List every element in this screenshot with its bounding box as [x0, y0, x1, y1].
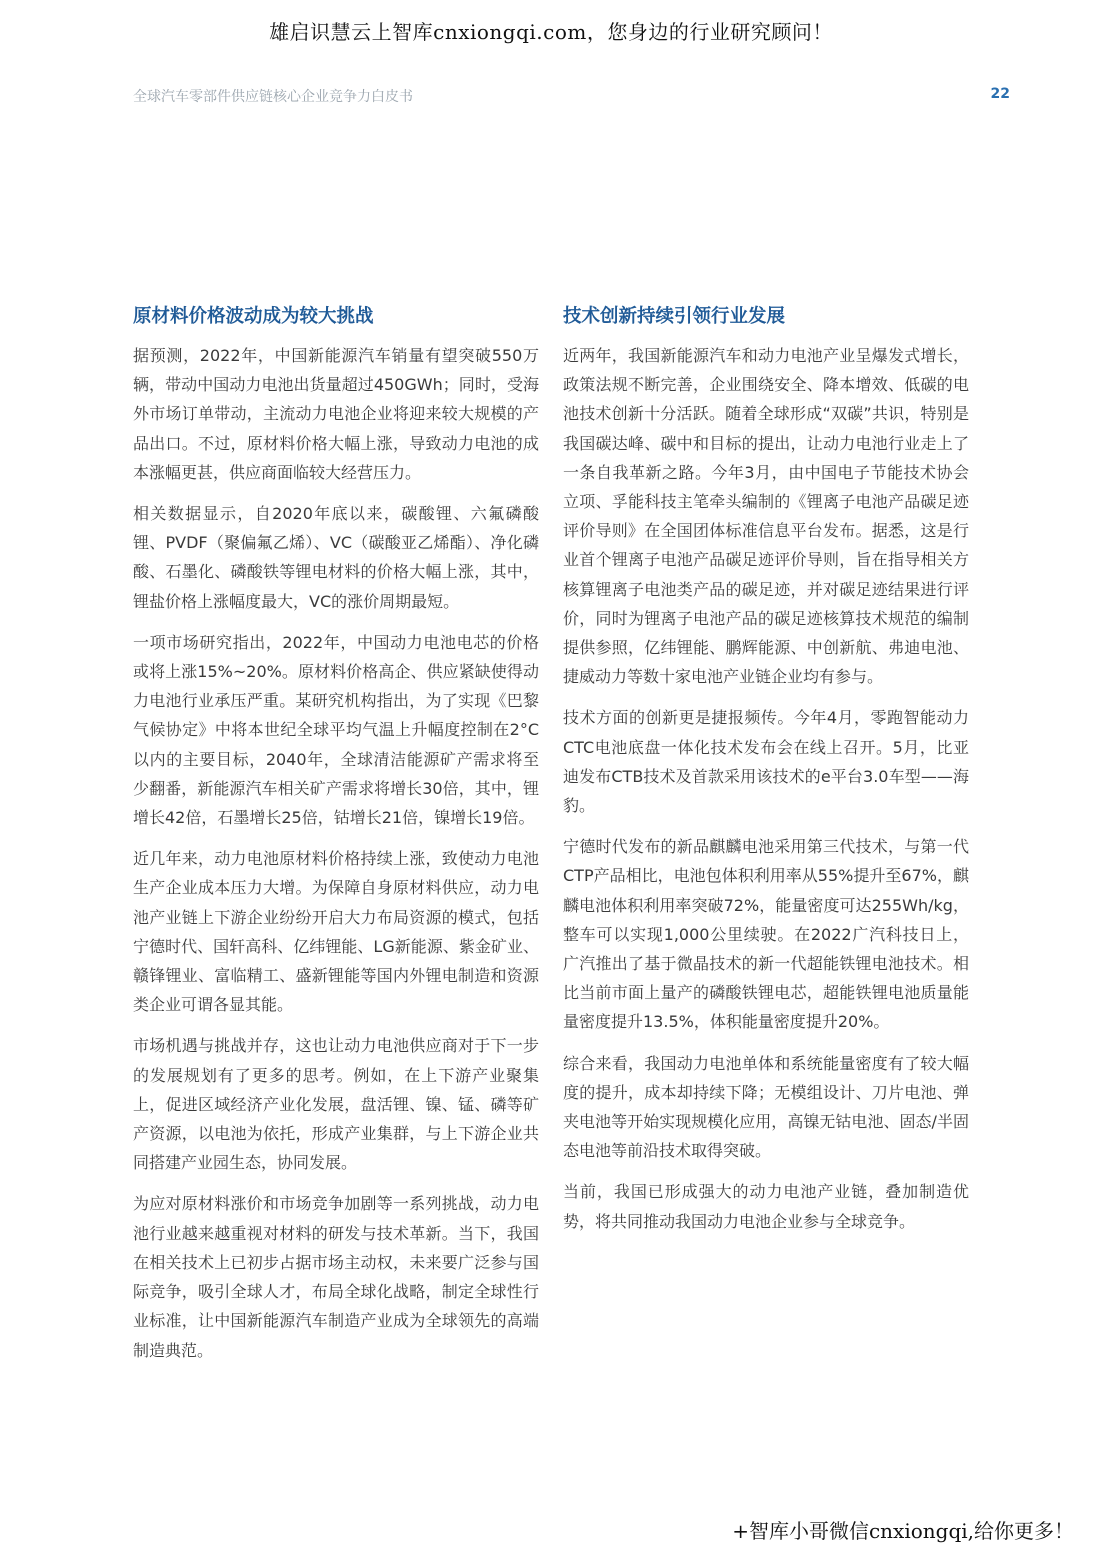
paragraph: 综合来看，我国动力电池单体和系统能量密度有了较大幅度的提升，成本却持续下降；无模组设计、刀片电池、弹夹电池等开始实现规模化应用，高镍无钴电池、固态/半固态电池等前沿技术取得突破。 [563, 1053, 969, 1161]
running-header-title: 全球汽车零部件供应链核心企业竞争力白皮书 [133, 89, 413, 105]
paragraph: 一项市场研究指出，2022年，中国动力电池电芯的价格或将上涨15%~20%。原材料价格高企、供应紧缺使得动力电池行业承压严重。某研究机构指出，为了实现《巴黎气候协定》中将本世纪全球平均气温上升幅度控制在2°C以内的主要目标，2040年，全球清洁能源矿产需求将至少翻番，新能源汽车相关矿产需求将增长30倍，其中，锂增长42倍，石墨增长25倍，钴增长21倍，镍增长19倍。 [133, 632, 539, 828]
section-heading-raw-material: 原材料价格波动成为较大挑战 [133, 306, 374, 327]
paragraph: 相关数据显示，自2020年底以来，碳酸锂、六氟磷酸锂、PVDF（聚偏氟乙烯）、VC（碳酸亚乙烯酯）、净化磷酸、石墨化、磷酸铁等锂电材料的价格大幅上涨，其中，锂盐价格上涨幅度最大，VC的涨价周期最短。 [133, 504, 539, 611]
page-number: 22 [990, 86, 1010, 102]
paragraph: 近几年来，动力电池原材料价格持续上涨，致使动力电池生产企业成本压力大增。为保障自身原材料供应，动力电池产业链上下游企业纷纷开启大力布局资源的模式，包括宁德时代、国轩高科、亿纬锂能、LG新能源、紫金矿业、赣锋锂业、富临精工、盛新锂能等国内外锂电制造和资源类企业可谓各显其能。 [133, 849, 539, 1015]
paragraph: 当前，我国已形成强大的动力电池产业链，叠加制造优势，将共同推动我国动力电池企业参与全球竞争。 [563, 1182, 969, 1231]
paragraph: 市场机遇与挑战并存，这也让动力电池供应商对于下一步的发展规划有了更多的思考。例如，在上下游产业聚集上，促进区域经济产业化发展，盘活锂、镍、锰、磷等矿产资源，以电池为依托，形成产业集群，与上下游企业共同搭建产业园生态，协同发展。 [133, 1036, 539, 1173]
paragraph: 宁德时代发布的新品麒麟电池采用第三代技术，与第一代CTP产品相比，电池包体积利用率从55%提升至67%，麒麟电池体积利用率突破72%，能量密度可达255Wh/kg，整车可以实现1,000公里续驶。在2022广汽科技日上，广汽推出了基于微晶技术的新一代超能铁锂电池技术。相比当前市面上量产的磷酸铁锂电芯，超能铁锂电池质量能量密度提升13.5%，体积能量密度提升20%。 [563, 837, 969, 1032]
section-heading-tech-innovation: 技术创新持续引领行业发展 [563, 306, 786, 327]
paragraph: 技术方面的创新更是捷报频传。今年4月，零跑智能动力CTC电池底盘一体化技术发布会在线上召开。5月，比亚迪发布CTB技术及首款采用该技术的e平台3.0车型——海豹。 [563, 708, 969, 816]
paragraph: 近两年，我国新能源汽车和动力电池产业呈爆发式增长，政策法规不断完善，企业围绕安全、降本增效、低碳的电池技术创新十分活跃。随着全球形成“双碳”共识，特别是我国碳达峰、碳中和目标的提出，让动力电池行业走上了一条自我革新之路。今年3月，由中国电子节能技术协会立项、孚能科技主笔牵头编制的《锂离子电池产品碳足迹评价导则》在全国团体标准信息平台发布。据悉，这是行业首个锂离子电池产品碳足迹评价导则，旨在指导相关方核算锂离子电池类产品的碳足迹，并对碳足迹结果进行评价，同时为锂离子电池产品的碳足迹核算技术规范的编制提供参照，亿纬锂能、鹏辉能源、中创新航、弗迪电池、捷威动力等数十家电池产业链企业均有参与。 [563, 346, 969, 687]
left-column [133, 303, 539, 1377]
watermark-bottom: +智库小哥微信cnxiongqi,给你更多！ [732, 1519, 1074, 1543]
right-column [563, 303, 969, 1248]
paragraph: 为应对原材料涨价和市场竞争加剧等一系列挑战，动力电池行业越来越重视对材料的研发与技术革新。当下，我国在相关技术上已初步占据市场主动权，未来要广泛参与国际竞争，吸引全球人才，布局全球化战略，制定全球性行业标准，让中国新能源汽车制造产业成为全球领先的高端制造典范。 [133, 1194, 539, 1360]
watermark-top: 雄启识慧云上智库cnxiongqi.com，您身边的行业研究顾问！ [269, 20, 833, 44]
paragraph: 据预测，2022年，中国新能源汽车销量有望突破550万辆，带动中国动力电池出货量超过450GWh；同时，受海外市场订单带动，主流动力电池企业将迎来较大规模的产品出口。不过，原材料价格大幅上涨，导致动力电池的成本涨幅更甚，供应商面临较大经营压力。 [133, 346, 539, 482]
